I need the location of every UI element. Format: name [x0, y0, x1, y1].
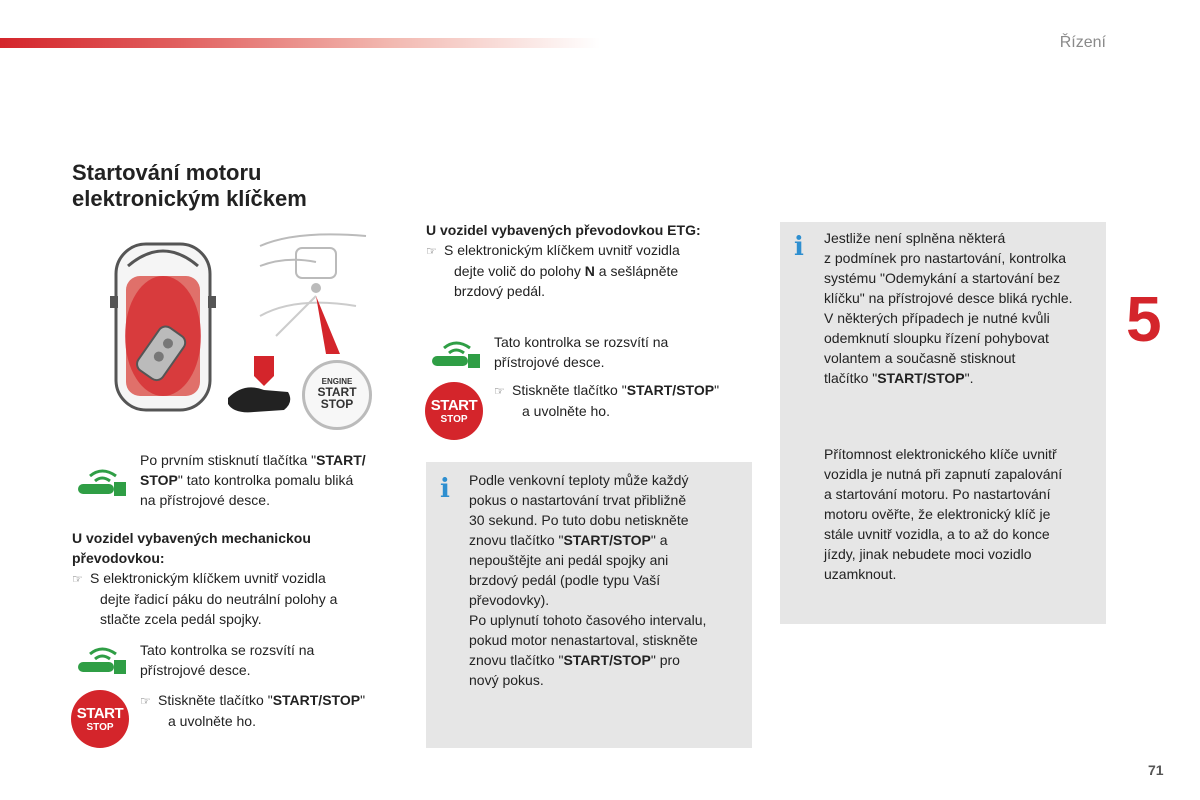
info-icon: i [794, 232, 804, 262]
car-with-key-illustration [108, 236, 218, 416]
section-title: Řízení [1059, 34, 1106, 51]
manual-gearbox-instruction: ☞ S elektronickým klíčkem uvnitř vozidla dejte řadicí páku do neutrální polohy a stlačte zcela pedál spojky. [72, 570, 338, 627]
start-stop-button-icon: START STOP [71, 690, 129, 748]
page-title [72, 160, 392, 212]
etg-gearbox-heading: U vozidel vybavených převodovkou ETG: [426, 222, 701, 238]
bullet-icon: ☞ [72, 572, 83, 586]
chapter-number: 5 [1126, 283, 1162, 355]
info-box-conditions [780, 222, 1106, 624]
engine-button-line3: STOP [320, 397, 354, 411]
start-stop-button-icon: START STOP [425, 382, 483, 440]
bullet-icon: ☞ [140, 694, 151, 708]
manual-gearbox-heading: U vozidel vybavených mechanickou převodovkou: [72, 530, 311, 566]
info-box-temperature-text: Podle venkovní teploty může každý pokus o nastartování trvat přibližně 30 sekund. Po tuto dobu netiskněte znovu tlačítko "START/STOP" a nepouštějte ani pedál spojky ani brzdový pedál (podle typu Vaší převodovky). Po uplynutí tohoto časového intervalu, pokud motor nenastartoval, stiskněte znovu tlačítko "START/STOP" pro nový pokus. [469, 472, 707, 688]
lamp-lights-text: Tato kontrolka se rozsvítí na přístrojové desce. [140, 642, 315, 678]
lamp-lights-text: Tato kontrolka se rozsvítí na přístrojové desce. [494, 334, 669, 370]
page-number: 71 [1148, 762, 1164, 778]
key-warning-lamp-icon [76, 466, 128, 496]
etg-gearbox-instruction: ☞ S elektronickým klíčkem uvnitř vozidla dejte volič do polohy N a sešlápněte brzdový pedál. [426, 242, 680, 299]
dashboard-sketch-illustration [256, 226, 376, 356]
info-box-temperature [426, 462, 752, 748]
bullet-icon: ☞ [494, 384, 505, 398]
engine-button-line1: ENGINE [321, 377, 353, 386]
key-presence-paragraph: Přítomnost elektronického klíče uvnitř vozidla je nutná při zapnutí zapalování a startování motoru. Po nastartování motoru ověřte, že elektronický klíč je stále uvnitř vozidla, a to až do konce jízdy, jinak nebudete moci vozidlo uzamknout. [824, 446, 1063, 582]
press-start-stop-instruction: ☞ Stiskněte tlačítko "START/STOP" a uvolněte ho. [140, 692, 366, 729]
info-icon: i [440, 474, 450, 504]
engine-start-stop-button-illustration [302, 360, 372, 430]
page-title-line2: elektronickým klíčkem [72, 186, 307, 211]
engine-button-line2: START [317, 385, 357, 399]
info-box-conditions-text: Jestliže není splněna některá z podmínek pro nastartování, kontrolka systému "Odemykání a startování bez klíčku" na přístrojové desce bliká rychle. V některých případech je nutné kvůli odemknutí sloupku řízení pohybovat volantem a současně stisknout tlačítko "START/STOP". [824, 230, 1073, 386]
bullet-icon: ☞ [426, 244, 437, 258]
key-warning-lamp-icon [430, 338, 482, 368]
key-warning-lamp-icon [76, 644, 128, 674]
first-press-text: Po prvním stisknutí tlačítka "START/ STOP" tato kontrolka pomalu bliká na přístrojové desce. [140, 452, 366, 508]
hand-press-icon [224, 352, 296, 416]
header-accent-bar [0, 38, 600, 48]
page-title-line1: Startování motoru [72, 160, 262, 185]
press-start-stop-instruction: ☞ Stiskněte tlačítko "START/STOP" a uvolněte ho. [494, 382, 720, 419]
